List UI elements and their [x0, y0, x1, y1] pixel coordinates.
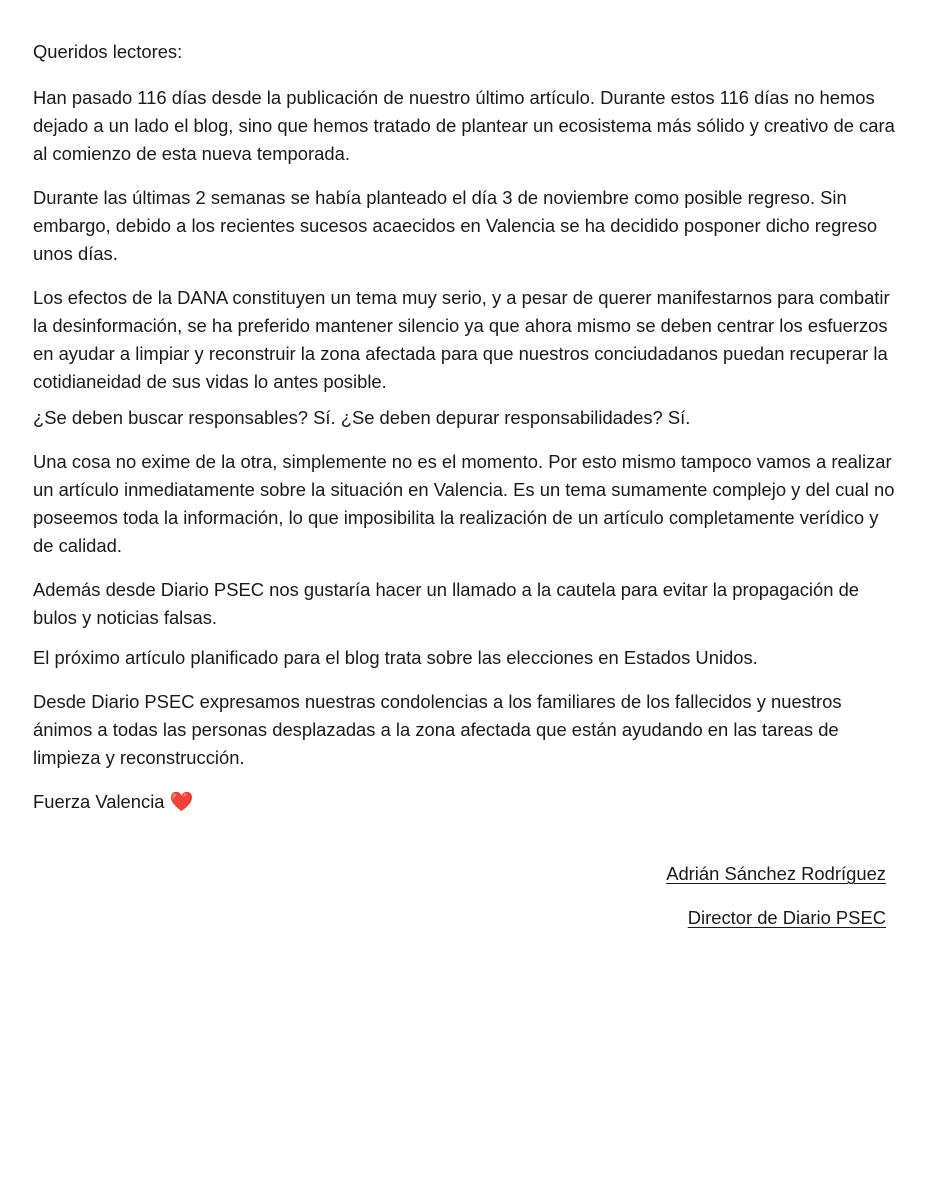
closing-text: Fuerza Valencia	[33, 791, 165, 812]
paragraph-caution-call: Además desde Diario PSEC nos gustaría hacer un llamado a la cautela para evitar la propagación de bulos y noticias falsas.	[33, 579, 860, 628]
heart-icon: ❤️	[169, 791, 194, 813]
paragraph-dana-effects: Los efectos de la DANA constituyen un tema muy serio, y a pesar de querer manifestarnos para combatir la desinformación, se ha preferido mantener silencio ya que ahora mismo se deben centrar los esfuerzos en ayudar a limpiar y reconstruir la zona afectada para que nuestros conciudadanos puedan recuperar la cotidianeidad de sus vidas lo antes posible.	[33, 287, 890, 392]
signature-role-link[interactable]: Director de Diario PSEC	[687, 907, 886, 928]
signature-name-link[interactable]: Adrián Sánchez Rodríguez	[666, 863, 886, 884]
letter-body	[33, 38, 903, 816]
greeting: Queridos lectores:	[33, 41, 183, 62]
closing-line	[33, 788, 903, 816]
paragraph-condolences: Desde Diario PSEC expresamos nuestras condolencias a los familiares de los fallecidos y nuestros ánimos a todas las personas desplazadas a la zona afectada que están ayudando en las tareas de limpieza y reconstrucción.	[33, 691, 842, 768]
paragraph-responsibilities: ¿Se deben buscar responsables? Sí. ¿Se deben depurar responsabilidades? Sí.	[33, 407, 691, 428]
paragraph-next-article: El próximo artículo planificado para el blog trata sobre las elecciones en Estados Unidos.	[33, 647, 758, 668]
signature-block	[666, 860, 886, 932]
paragraph-return-date: Durante las últimas 2 semanas se había planteado el día 3 de noviembre como posible regreso. Sin embargo, debido a los recientes sucesos acaecidos en Valencia se ha decidido posponer dicho regreso unos días.	[33, 187, 878, 264]
paragraph-publication-gap: Han pasado 116 días desde la publicación de nuestro último artículo. Durante estos 116 días no hemos dejado a un lado el blog, sino que hemos tratado de plantear un ecosistema más sólido y creativo de cara al comienzo de esta nueva temporada.	[33, 87, 895, 164]
paragraph-not-the-moment: Una cosa no exime de la otra, simplemente no es el momento. Por esto mismo tampoco vamos a realizar un artículo inmediatamente sobre la situación en Valencia. Es un tema sumamente complejo y del cual no poseemos toda la información, lo que imposibilita la realización de un artículo completamente verídico y de calidad.	[33, 451, 895, 556]
